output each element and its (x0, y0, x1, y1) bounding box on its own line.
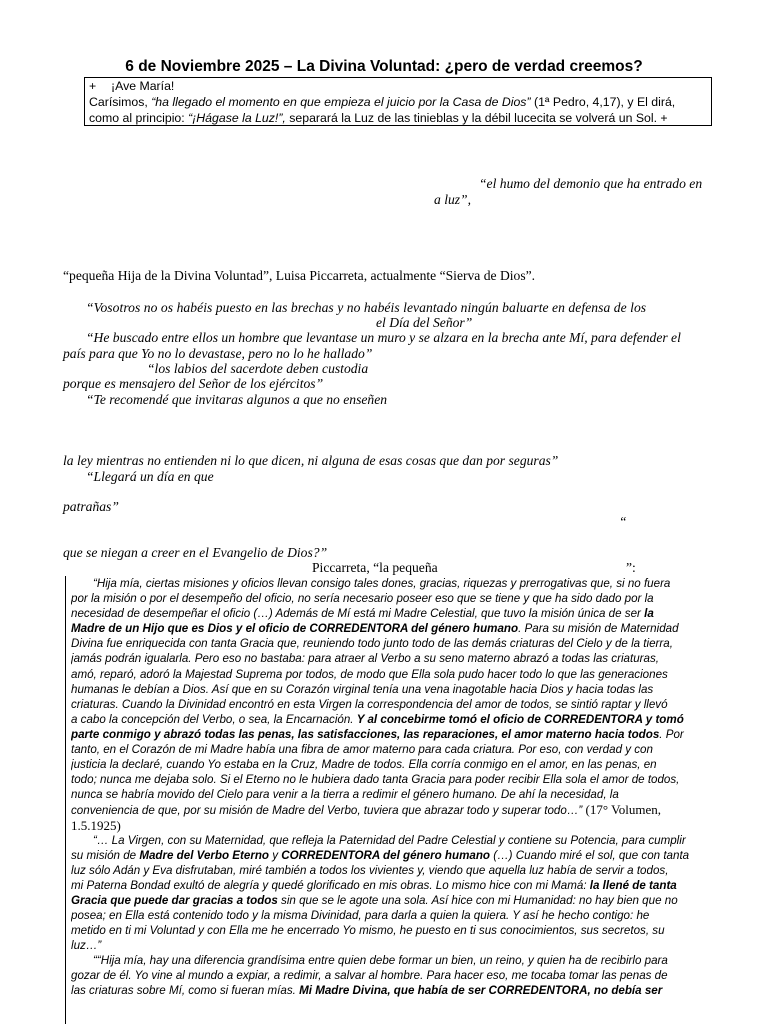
quote-text: humanas le debían a Dios. Así que en su Corazón virginal tenía una vena inagotable hacia Dios y hacia todas las (71, 682, 654, 696)
quote-text: a cabo la concepción del Verbo, o sea, la Encarnación. (71, 712, 357, 726)
quote-text: posea; en Ella está contenido todo y la misma Divinidad, para darla a quien la quiera. Y así he hecho contigo: he (71, 908, 650, 922)
quote-line (71, 938, 715, 953)
quote-emphasis: Mi Madre Divina, que había de ser CORREDENTORA, no debía ser (299, 984, 663, 998)
quote-line (71, 893, 715, 908)
quote-block (63, 576, 715, 1024)
quote-text: criaturas. Cuando la Divinidad encontró en esta Virgen la correspondencia del amor de todos, se sintió raptar y llevó (71, 697, 668, 711)
quote-text: luz sólo Adán y Eva disfrutaban, miré también a todos los vivientes y, viendo que aquella luz había de servir a todos, (71, 863, 669, 877)
quote-line (71, 636, 715, 651)
intro-quote: “¡Hágase la Luz!”, (188, 111, 286, 125)
quote-text: (17° Volumen, (582, 802, 662, 818)
quote-emphasis: CORREDENTORA del género humano (281, 848, 490, 862)
quote-text: luz…” (71, 939, 102, 953)
quote-emphasis: parte conmigo y abrazó todas las penas, las satisfacciones, las reparaciones, el amor materno hacia todos (71, 727, 660, 741)
quote-text: gozar de él. Yo vine al mundo a expiar, a redimir, a salvar al hombre. Para hacer eso, me tocaba tomar las penas de (71, 969, 668, 983)
quote-line (71, 787, 715, 802)
quote-line (71, 968, 715, 983)
quote-line (71, 682, 715, 697)
quote-text: Divina fue enriquecida con tanta Gracia que, reuniendo todo junto todo de las demás criaturas del Cielo y de la tierra, (71, 637, 673, 651)
quote-text: jamás podrán igualarla. Pero eso no bastaba: para atraer al Verbo a su seno materno abrazó a todas las criaturas, (71, 652, 659, 666)
fragment: “ (619, 514, 627, 529)
page-title: 6 de Noviembre 2025 – La Divina Voluntad: ¿pero de verdad creemos? (125, 58, 643, 75)
quote-text: “Hija mía, ciertas misiones y oficios llevan consigo tales dones, gracias, riquezas y prerrogativas que, si no fuera (93, 577, 671, 590)
quote-text: conveniencia de que, por su misión de Madre del Verbo, tuviera que abrazar todo y superar todo…” (71, 804, 583, 818)
quote-text: nunca se habría movido del Cielo para venir a la tierra a redimir el género humano. De ahí la necesidad, la (71, 788, 619, 802)
quote-line (71, 953, 715, 968)
quote-line (71, 802, 715, 817)
quote-text: . Por (659, 727, 684, 741)
fragment: patrañas” (63, 499, 119, 514)
fragment: “Te recomendé que invitaras algunos a que no enseñen (86, 392, 388, 407)
quote-line (71, 576, 715, 591)
fragment: “Vosotros no os habéis puesto en las brechas y no habéis levantado ningún baluarte en defensa de los (86, 300, 647, 315)
quote-line (71, 742, 715, 757)
quote-text: justicia la declaré, cuando Yo estaba en la Cruz, Madre de todos. Ella corría conmigo en el amor, en las penas, en (71, 758, 657, 772)
quote-text: mi Paterna Bondad exultó de alegría y quedé glorificado en mis obras. Lo mismo hice con mi Mamá: (71, 878, 590, 892)
fragment: “pequeña Hija de la Divina Voluntad”, Luisa Piccarreta, actualmente “Sierva de Dios”. (63, 268, 536, 283)
fragment: la ley mientras no entienden ni lo que dicen, ni alguna de esas cosas que dan por seguras” (63, 453, 559, 468)
quote-text: amó, reparó, adoró la Majestad Suprema por todos, de modo que Ella sola pudo hacer todo lo que las generaciones (71, 667, 668, 681)
quote-1 (71, 576, 715, 818)
intro-text: (1ª Pedro, 4,17), y El dirá, (530, 95, 676, 109)
fragment: país para que Yo no lo devastase, pero no lo he hallado” (63, 346, 373, 361)
quote-text: (…) Cuando miré el sol, que con tanta (490, 848, 690, 862)
fragment: Piccarreta, “la pequeña (312, 560, 438, 575)
intro-line-2 (89, 94, 707, 110)
intro-text: separará la Luz de las tinieblas y la débil lucecita se volverá un Sol. + (285, 111, 668, 125)
quote-line (71, 923, 715, 938)
quote-text: “… La Virgen, con su Maternidad, que refleja la Paternidad del Padre Celestial y contiene su Potencia, para cumplir (93, 833, 686, 847)
intro-text: Carísimos, (89, 95, 152, 109)
quote-emphasis: Gracia que puede dar gracias a todos (71, 893, 278, 907)
fragment: “Llegará un día en que (86, 469, 214, 484)
quote-emphasis: Y al concebirme tomó el oficio de CORREDENTORA y tomó (356, 712, 684, 726)
quote-bar (65, 576, 66, 1024)
quote-3 (71, 953, 715, 998)
fragment: “el humo del demonio que ha entrado en (479, 176, 703, 191)
quote-line (71, 697, 715, 712)
quote-line (71, 772, 715, 787)
quote-1-volume-end: 1.5.1925) (71, 817, 121, 833)
quote-line (71, 606, 715, 621)
quote-line (71, 712, 715, 727)
quote-line (71, 651, 715, 666)
quote-text: las criaturas sobre Mí, como si fueran mías. (71, 984, 300, 998)
quote-line (71, 908, 715, 923)
fragment: el Día del Señor” (376, 315, 473, 330)
quote-emphasis: Madre de un Hijo que es Dios y el oficio de CORREDENTORA del género humano (71, 622, 519, 636)
fragment: “He buscado entre ellos un hombre que levantase un muro y se alzara en la brecha ante Mí, para defender el (86, 330, 681, 345)
intro-line-1 (89, 78, 707, 94)
quote-line (71, 878, 715, 893)
quote-text: sin que se le agote una sola. Así hice con mi Humanidad: no hay bien que no (277, 893, 678, 907)
quote-text: ““Hija mía, hay una diferencia grandísima entre quien debe formar un bien, un reino, y quien ha de recibirlo para (93, 954, 668, 968)
quote-text: tanto, en el Corazón de mi Madre había una fibra de amor materno para cada criatura. Por eso, con verdad y con (71, 743, 653, 757)
fragment: “los labios del sacerdote deben custodia (147, 361, 369, 376)
quote-2 (71, 833, 715, 954)
quote-line (71, 727, 715, 742)
quote-text: necesidad de desempeñar el oficio (…) Además de Mí está mi Madre Celestial, que tuvo la misión única de ser (71, 607, 645, 621)
ave-maria: ¡Ave María! (111, 79, 175, 93)
quote-line (71, 848, 715, 863)
quote-text: metido en ti mi Voluntad y con Ella me he encerrado Yo mismo, he puesto en ti sus conocimientos, sus secretos, su (71, 924, 665, 938)
quote-line (71, 863, 715, 878)
fragment: a luz”, (434, 192, 472, 207)
quote-line (71, 757, 715, 772)
quote-text: su misión de (71, 848, 140, 862)
fragment: ”: (626, 560, 636, 575)
intro-box (84, 77, 712, 126)
quote-text: y (269, 848, 282, 862)
intro-text: como al principio: (89, 111, 189, 125)
quote-text: . Para su misión de Maternidad (518, 622, 679, 636)
quote-emphasis: Madre del Verbo Eterno (139, 848, 270, 862)
fragment: porque es mensajero del Señor de los ejércitos” (63, 376, 324, 391)
quote-line (71, 833, 715, 848)
plus-sign: + (89, 79, 97, 93)
quote-text: por la misión o por el desempeño del oficio, no sería necesario poseer eso que se tiene y que ha sido dado por la (71, 592, 654, 606)
intro-quote: “ha llegado el momento en que empieza el juicio por la Casa de Dios” (151, 95, 531, 109)
quote-line (71, 621, 715, 636)
quote-text: todo; nunca me dejaba solo. Si el Eterno no le hubiera dado tanta Gracia para poder recibir Ella sola el amor de todos, (71, 773, 680, 787)
quote-line (71, 591, 715, 606)
quote-emphasis: la llené de tanta (589, 878, 677, 892)
fragment: que se niegan a creer en el Evangelio de Dios?” (63, 545, 328, 560)
quote-emphasis: la (644, 607, 654, 621)
quote-line (71, 983, 715, 998)
quote-line (71, 667, 715, 682)
intro-line-3 (89, 110, 707, 126)
